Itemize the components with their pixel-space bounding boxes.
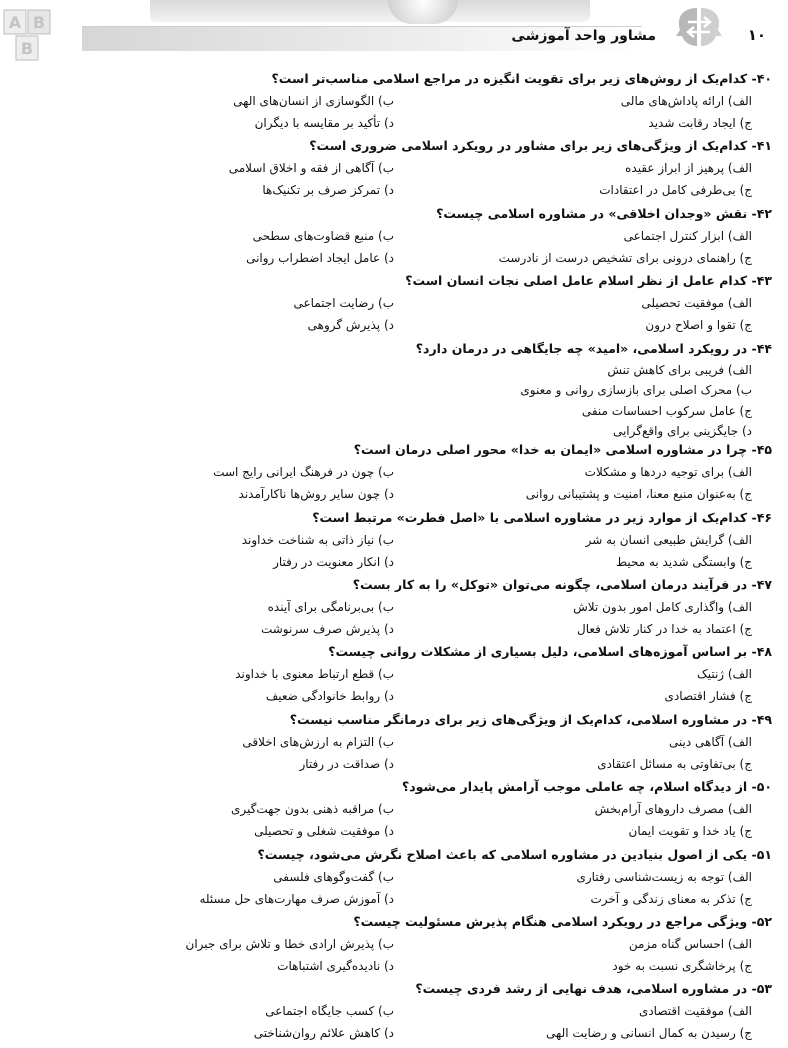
- question-item: [0, 980, 788, 1047]
- option-b: ب) قطع ارتباط معنوی با خداوند: [235, 667, 394, 682]
- option-c: ج) راهنمای درونی برای تشخیص درست از نادرست: [498, 250, 752, 265]
- option-c: ج) تذکر به معنای زندگی و آخرت: [590, 891, 752, 906]
- block-letter-b: B: [32, 13, 46, 32]
- option-a: الف) گرایش طبیعی انسان به شر: [585, 532, 752, 547]
- question-item: [0, 340, 788, 442]
- option-b: ب) گفت‌وگوهای فلسفی: [273, 869, 394, 884]
- question-text: ۴۹- در مشاوره اسلامی، کدام‌یک از ویژگی‌های زیر برای درمانگر مناسب نیست؟: [289, 711, 772, 727]
- option-a: الف) موفقیت تحصیلی: [641, 296, 752, 311]
- block-letter-b-lower: B: [20, 39, 34, 58]
- option-c: ج) ایجاد رقابت شدید: [648, 116, 752, 130]
- option-c: ج) فشار اقتصادی: [664, 689, 752, 704]
- option-c: ج) رسیدن به کمال انسانی و رضایت الهی: [546, 1026, 752, 1041]
- option-b: ب) محرک اصلی برای بازسازی روانی و معنوی: [520, 383, 752, 398]
- page-number: ۱۰: [747, 26, 766, 44]
- option-b: ب) پذیرش ارادی خطا و تلاش برای جبران: [185, 936, 394, 951]
- option-c: ج) عامل سرکوب احساسات منفی: [581, 403, 752, 418]
- option-c: ج) بی‌تفاوتی به مسائل اعتقادی: [597, 756, 752, 771]
- question-text: ۵۳- در مشاوره اسلامی، هدف نهایی از رشد فردی چیست؟: [415, 981, 772, 997]
- question-item: [0, 778, 788, 845]
- option-b: ب) مراقبه ذهنی بدون جهت‌گیری: [230, 802, 394, 817]
- option-d: د) آموزش صرف مهارت‌های حل مسئله: [199, 891, 394, 906]
- question-text: ۵۰- از دیدگاه اسلام، چه عاملی موجب آرامش پایدار می‌شود؟: [401, 779, 772, 795]
- option-b: ب) نیاز ذاتی به شناخت خداوند: [241, 532, 394, 547]
- question-item: [0, 272, 788, 339]
- option-a: الف) ژنتیک: [696, 667, 752, 682]
- question-item: [0, 913, 788, 980]
- question-item: [0, 205, 788, 272]
- option-a: الف) موفقیت اقتصادی: [638, 1004, 752, 1019]
- option-a: الف) احساس گناه مزمن: [628, 936, 752, 951]
- option-c: ج) تقوا و اصلاح درون: [645, 318, 752, 333]
- option-b: ب) کسب جایگاه اجتماعی: [265, 1004, 394, 1019]
- question-text: ۵۱- یکی از اصول بنیادین در مشاوره اسلامی که باعث اصلاح نگرش می‌شود، چیست؟: [257, 846, 772, 862]
- question-item: [0, 846, 788, 913]
- abc-blocks-decoration: [2, 8, 68, 64]
- option-c: ج) وابستگی شدید به محیط: [615, 554, 752, 569]
- option-b: ب) بی‌برنامگی برای آینده: [267, 600, 394, 615]
- option-c: ج) پرخاشگری نسبت به خود: [612, 958, 752, 973]
- question-text: ۴۵- چرا در مشاوره اسلامی «ایمان به خدا» محور اصلی درمان است؟: [353, 442, 772, 458]
- question-item: [0, 509, 788, 576]
- header-decoration-strip: [150, 0, 590, 22]
- option-c: ج) به‌عنوان منبع معنا، امنیت و پشتیبانی روانی: [525, 487, 752, 502]
- option-a: الف) توجه به زیست‌شناسی رفتاری: [576, 869, 752, 884]
- two-heads-exchange-icon: [664, 6, 734, 64]
- option-c: ج) اعتماد به خدا در کنار تلاش فعال: [577, 622, 752, 637]
- option-c: ج) بی‌طرفی کامل در اعتقادات: [599, 183, 752, 198]
- question-item: [0, 576, 788, 643]
- option-d: د) عامل ایجاد اضطراب روانی: [246, 250, 394, 265]
- book-title: مشاور واحد آموزشی: [511, 28, 656, 44]
- question-text: ۴۶- کدام‌یک از موارد زیر در مشاوره اسلامی با «اصل فطرت» مرتبط است؟: [312, 509, 772, 525]
- option-d: د) موفقیت شغلی و تحصیلی: [254, 824, 394, 839]
- question-text: ۵۲- ویژگی مراجع در رویکرد اسلامی هنگام پذیرش مسئولیت چیست؟: [353, 913, 772, 929]
- option-b: ب) منبع قضاوت‌های سطحی: [252, 228, 394, 243]
- option-b: ب) التزام به ارزش‌های اخلاقی: [242, 734, 394, 749]
- option-c: ج) یاد خدا و تقویت ایمان: [628, 824, 752, 839]
- block-letter-a: A: [8, 13, 22, 32]
- option-d: د) تأکید بر مقایسه با دیگران: [254, 116, 394, 130]
- option-a: الف) آگاهی دینی: [668, 734, 752, 749]
- page-header: [0, 0, 788, 66]
- option-a: الف) فریبی برای کاهش تنش: [607, 362, 752, 377]
- question-text: ۴۴- در رویکرد اسلامی، «امید» چه جایگاهی در درمان دارد؟: [415, 340, 772, 356]
- question-text: ۴۳- کدام عامل از نظر اسلام عامل اصلی نجات انسان است؟: [405, 273, 772, 289]
- option-d: د) کاهش علائم روان‌شناختی: [253, 1026, 394, 1041]
- option-d: د) صداقت در رفتار: [299, 756, 394, 771]
- option-d: د) انکار معنویت در رفتار: [273, 554, 394, 569]
- option-d: د) تمرکز صرف بر تکنیک‌ها: [262, 183, 394, 198]
- option-d: د) چون سایر روش‌ها ناکارآمدند: [238, 487, 394, 502]
- question-text: ۴۱- کدام‌یک از ویژگی‌های زیر برای مشاور در رویکرد اسلامی ضروری است؟: [309, 138, 772, 154]
- question-text: ۴۰- کدام‌یک از روش‌های زیر برای تقویت انگیزه در مراجع اسلامی مناسب‌تر است؟: [271, 71, 772, 86]
- option-b: ب) چون در فرهنگ ایرانی رایج است: [213, 465, 394, 480]
- option-d: د) پذیرش صرف سرنوشت: [260, 622, 394, 637]
- option-a: الف) ارائه پاداش‌های مالی: [620, 94, 752, 108]
- option-d: د) پذیرش گروهی: [307, 318, 394, 333]
- question-item: [0, 70, 788, 137]
- question-text: ۴۷- در فرآیند درمان اسلامی، چگونه می‌توان «توکل» را به کار بست؟: [352, 577, 772, 593]
- question-item: [0, 137, 788, 204]
- option-a: الف) واگذاری کامل امور بدون تلاش: [573, 600, 752, 615]
- option-d: د) جایگزینی برای واقع‌گرایی: [612, 424, 752, 439]
- option-b: ب) آگاهی از فقه و اخلاق اسلامی: [228, 161, 394, 176]
- option-d: د) نادیده‌گیری اشتباهات: [277, 958, 394, 973]
- option-a: الف) پرهیز از ابراز عقیده: [625, 161, 752, 176]
- option-a: الف) برای توجیه دردها و مشکلات: [584, 465, 752, 480]
- question-item: [0, 441, 788, 508]
- question-text: ۴۲- نقش «وجدان اخلاقی» در مشاوره اسلامی چیست؟: [436, 205, 772, 221]
- option-b: ب) الگوسازی از انسان‌های الهی: [233, 94, 394, 108]
- question-item: [0, 711, 788, 778]
- option-b: ب) رضایت اجتماعی: [293, 296, 394, 311]
- option-a: الف) مصرف داروهای آرام‌بخش: [594, 802, 752, 817]
- option-d: د) روابط خانوادگی ضعیف: [265, 689, 394, 704]
- question-list: [0, 70, 788, 1048]
- question-item: [0, 643, 788, 710]
- option-a: الف) ابزار کنترل اجتماعی: [623, 228, 752, 243]
- question-text: ۴۸- بر اساس آموزه‌های اسلامی، دلیل بسیاری از مشکلات روانی چیست؟: [328, 644, 772, 660]
